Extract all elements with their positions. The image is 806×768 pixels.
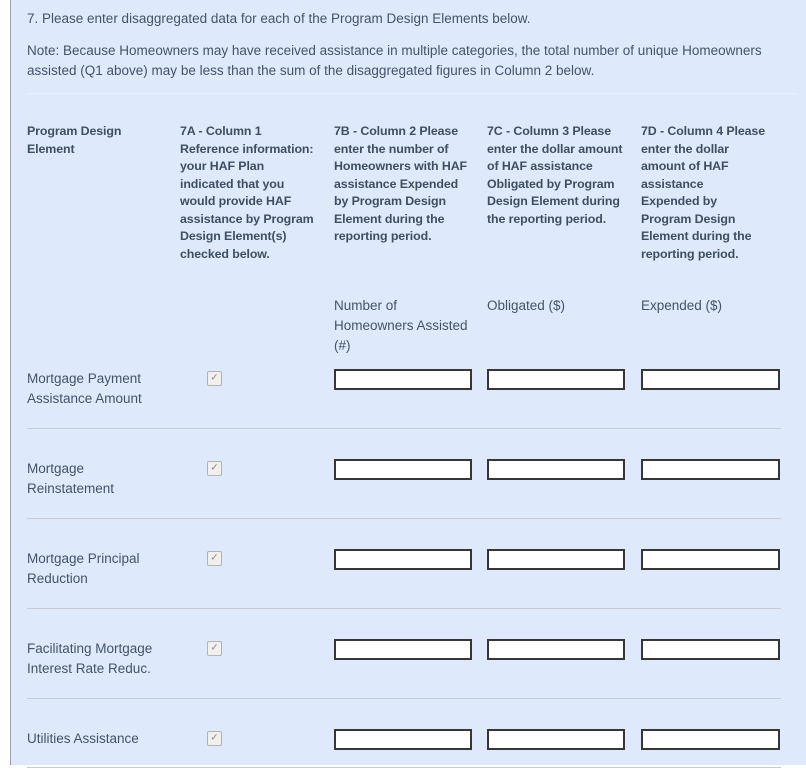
obligated-amount-input[interactable] [487, 729, 625, 750]
haf-plan-checkbox-cell [180, 639, 334, 656]
check-icon: ✓ [210, 462, 219, 473]
header-7c-column-3: 7C - Column 3 Please enter the dollar amount of HAF assistance Obligated by Program Design Element during the reporting period. [487, 124, 623, 226]
expended-amount-input[interactable] [641, 459, 780, 480]
header-7b-column-2: 7B - Column 2 Please enter the number of Homeowners with HAF assistance Expended by Program Design Element during the reporting period. [334, 124, 468, 243]
check-icon: ✓ [210, 732, 219, 743]
row-label: Mortgage Payment Assistance Amount [27, 371, 142, 406]
header-7d-column-4: 7D - Column 4 Please enter the dollar amount of HAF assistance Expended by Program Design Element during the reporting period. [641, 124, 766, 261]
obligated-amount-input[interactable] [487, 549, 625, 570]
homeowners-assisted-input[interactable] [334, 459, 472, 480]
checkbox-checked-disabled [207, 461, 222, 476]
checkbox-checked-disabled [207, 641, 222, 656]
haf-plan-checkbox-cell [180, 729, 334, 746]
checkbox-checked-disabled [207, 371, 222, 386]
homeowners-assisted-input[interactable] [334, 729, 472, 750]
subheader-homeowners-assisted: Number of Homeowners Assisted (#) [334, 298, 468, 353]
obligated-amount-input[interactable] [487, 459, 625, 480]
homeowners-assisted-input[interactable] [334, 549, 472, 570]
expended-amount-input[interactable] [641, 729, 780, 750]
subheader-expended: Expended ($) [641, 298, 723, 313]
table-header-row [27, 123, 781, 263]
expended-amount-input[interactable] [641, 549, 780, 570]
table-row-facilitating-mortgage-interest-rate-reduc [27, 609, 781, 699]
table-row-utilities-assistance [27, 699, 781, 768]
haf-plan-checkbox-cell [180, 369, 334, 386]
checkbox-checked-disabled [207, 731, 222, 746]
intro-section [27, 0, 797, 94]
header-7a-column-1: 7A - Column 1 Reference information: your HAF Plan indicated that you would provide HAF assistance by Program Design Element(s) checked below. [180, 124, 314, 261]
homeowners-assisted-input[interactable] [334, 369, 472, 390]
table-row-mortgage-principal-reduction [27, 519, 781, 609]
obligated-amount-input[interactable] [487, 639, 625, 660]
expended-amount-input[interactable] [641, 639, 780, 660]
table-row-mortgage-payment-assistance [27, 356, 781, 429]
header-program-design-element: Program Design Element [27, 124, 122, 156]
check-icon: ✓ [210, 372, 219, 383]
row-label: Mortgage Principal Reduction [27, 551, 140, 586]
row-label: Mortgage Reinstatement [27, 461, 115, 496]
homeowners-assisted-input[interactable] [334, 639, 472, 660]
question-7-panel [10, 0, 806, 765]
note-text: Note: Because Homeowners may have received assistance in multiple categories, the total number of unique Homeowners assisted (Q1 above) may be less than the sum of the disaggregated figures in Column 2 below. [27, 43, 762, 78]
question-text: 7. Please enter disaggregated data for each of the Program Design Elements below. [27, 11, 531, 26]
row-label: Facilitating Mortgage Interest Rate Reduc. [27, 641, 153, 676]
table-row-mortgage-reinstatement [27, 429, 781, 519]
obligated-amount-input[interactable] [487, 369, 625, 390]
subheader-obligated: Obligated ($) [487, 298, 566, 313]
haf-plan-checkbox-cell [180, 459, 334, 476]
expended-amount-input[interactable] [641, 369, 780, 390]
check-icon: ✓ [210, 642, 219, 653]
checkbox-checked-disabled [207, 551, 222, 566]
haf-plan-checkbox-cell [180, 549, 334, 566]
row-label: Utilities Assistance [27, 731, 139, 746]
table-subheader-row [27, 296, 781, 356]
check-icon: ✓ [210, 552, 219, 563]
